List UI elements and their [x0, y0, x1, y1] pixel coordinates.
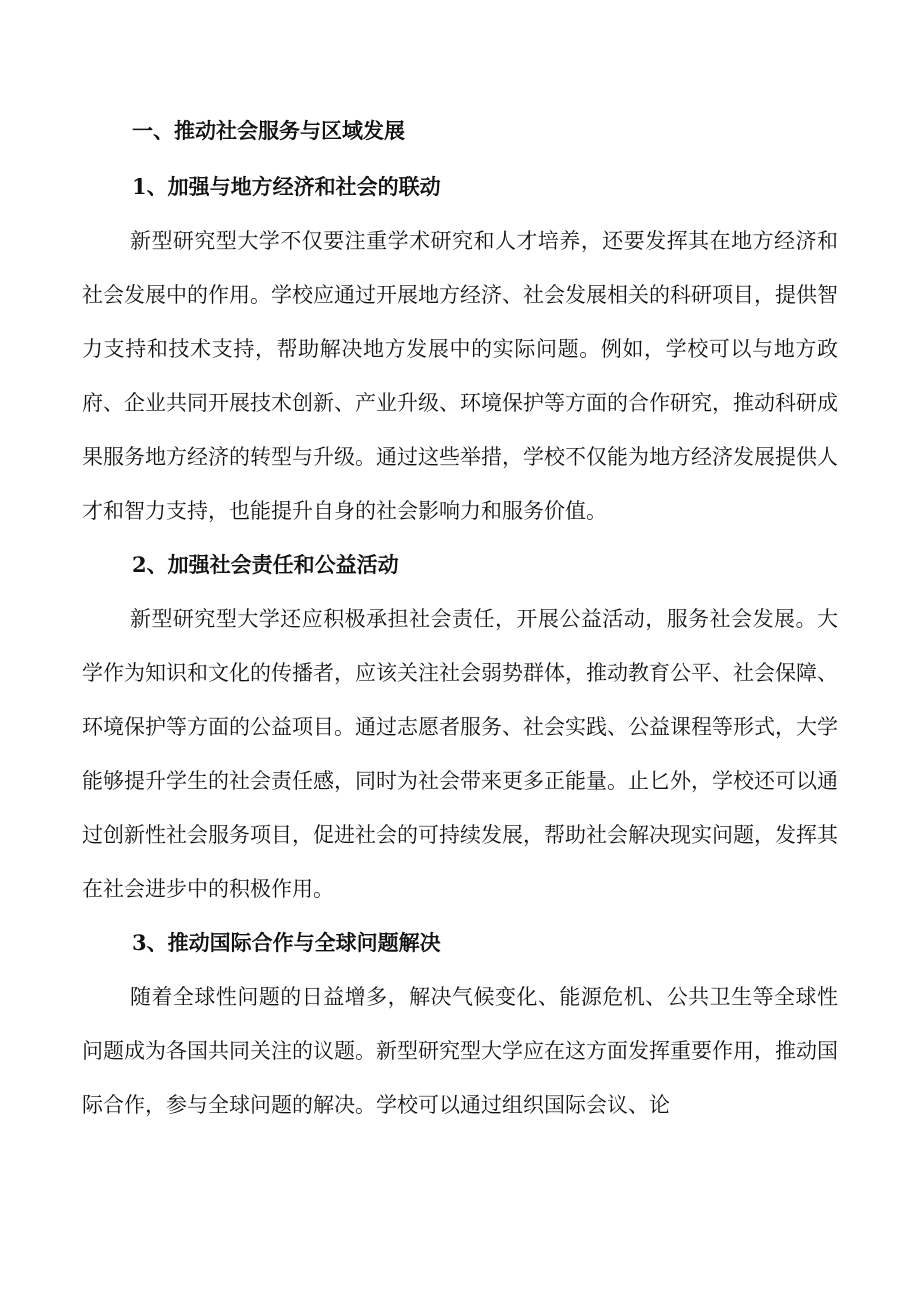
subsection-title-3: 3、推动国际合作与全球问题解决: [132, 930, 441, 955]
subsection-title-1: 1、加强与地方经济和社会的联动: [132, 174, 441, 199]
section-heading: 一、推动社会服务与区域发展: [132, 118, 405, 143]
paragraph-3: 随着全球性问题的日益增多，解决气候变化、能源危机、公共卫生等全球性问题成为各国共同关注的议题。新型研究型大学应在这方面发挥重要作用，推动国际合作，参与全球问题的解决。学校可以通过组织国际会议、论: [82, 985, 838, 1117]
subsection-title-2: 2、加强社会责任和公益活动: [132, 552, 399, 577]
paragraph-2: 新型研究型大学还应积极承担社会责任，开展公益活动，服务社会发展。大学作为知识和文化的传播者，应该关注社会弱势群体，推动教育公平、社会保障、环境保护等方面的公益项目。通过志愿者服务、社会实践、公益课程等形式，大学能够提升学生的社会责任感，同时为社会带来更多正能量。止匕外，学校还可以通过创新性社会服务项目，促进社会的可持续发展，帮助社会解决现实问题，发挥其在社会进步中的积极作用。: [82, 607, 838, 901]
paragraph-1: 新型研究型大学不仅要注重学术研究和人才培养，还要发挥其在地方经济和社会发展中的作用。学校应通过开展地方经济、社会发展相关的科研项目，提供智力支持和技术支持，帮助解决地方发展中的实际问题。例如，学校可以与地方政府、企业共同开展技术创新、产业升级、环境保护等方面的合作研究，推动科研成果服务地方经济的转型与升级。通过这些举措，学校不仅能为地方经济发展提供人才和智力支持，也能提升自身的社会影响力和服务价值。: [82, 229, 838, 523]
